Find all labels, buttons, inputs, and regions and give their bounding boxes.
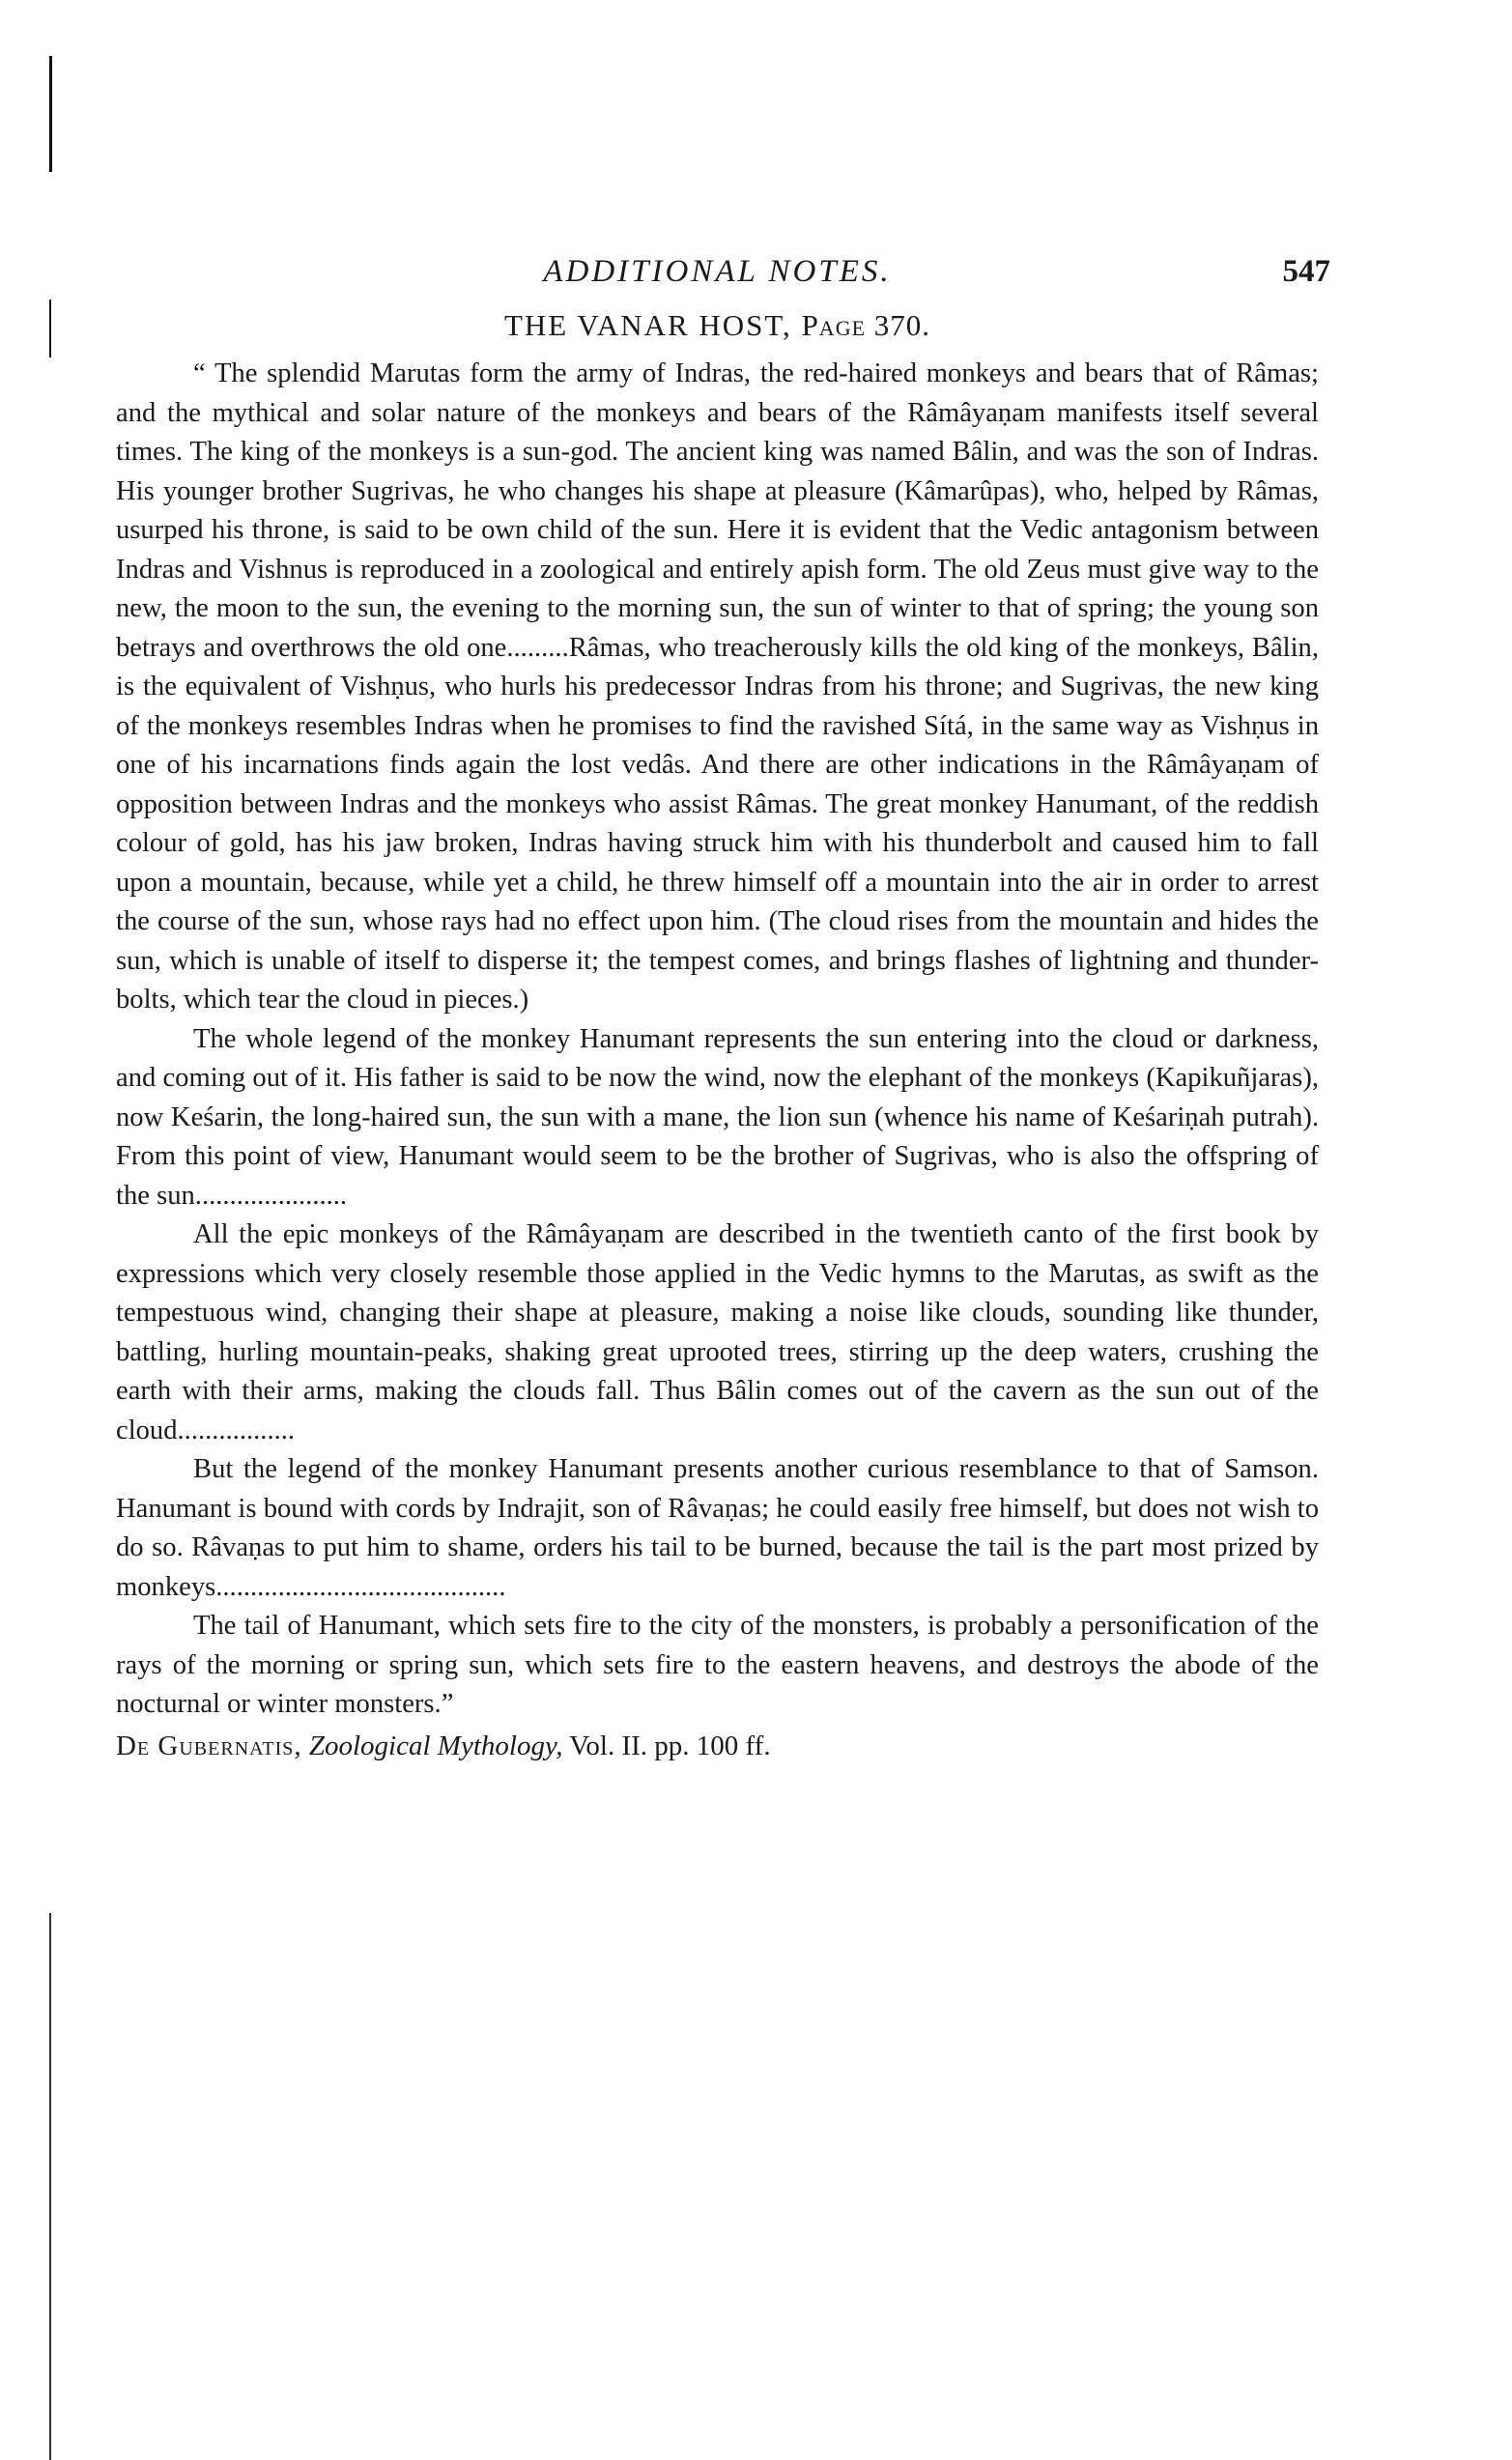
section-heading [116, 308, 1319, 343]
citation-author: De Gubernatis, [116, 1730, 302, 1761]
paragraph-5: The tail of Hanumant, which sets fire to the city of the monsters, is probably a personification of the rays of the morning or spring sun, which sets fire to the eastern heavens, and destroys the abode of the nocturnal or winter monsters.” [116, 1611, 1319, 1719]
margin-rule-middle [49, 300, 51, 358]
citation-details: Vol. II. pp. 100 ff. [569, 1730, 771, 1761]
citation [116, 1727, 1319, 1765]
running-head [116, 246, 1330, 304]
paragraph-1: “ The splendid Marutas form the army of Indras, the red-haired monkeys and bears that of Râmas; and the mythical and solar nature of the monkeys and bears of the Râmâyaṇam manifests itself several times. The king of the monkeys is a sun-god. The ancient king was named Bâlin, and was the son of Indras. His younger brother Sugrivas, he who changes his shape at pleasure (Kâmarûpas), who, helped by Râmas, usurped his throne, is said to be own child of the sun. Here it is evident that the Vedic antagonism between Indras and Vishnus is reproduced in a zoological and entirely apish form. The old Zeus must give way to the new, the moon to the sun, the evening to the morning sun, the sun of winter to that of spring; the young son betrays and overthrows the old one.........Râmas, who treacherously kills the old king of the monkeys, Bâlin, is the equivalent of Vishṇus, who hurls his predecessor Indras from his throne; and Sugrivas, the new king of the monkeys resembles Indras when he promises to find the ravished Sítá, in the same way as Vishṇus in one of his incarnations finds again the lost vedâs. And there are other indications in the Râmâyaṇam of opposition between Indras and the monkeys who assist Râmas. The great monkey Hanumant, of the reddish colour of gold, has his jaw broken, Indras having struck him with his thunderbolt and caused him to fall upon a mountain, because, while yet a child, he threw himself off a mountain into the air in order to arrest the course of the sun, whose rays had no effect upon him. (The cloud rises from the mountain and hides the sun, which is unable of itself to disperse it; the tempest comes, and brings flashes of lightning and thunder-bolts, which tear the cloud in pieces.) [116, 358, 1319, 1015]
section-title: THE VANAR HOST, [503, 308, 792, 342]
paragraph-2: The whole legend of the monkey Hanumant represents the sun entering into the cloud or darkness, and coming out of it. His father is said to be now the wind, now the elephant of the monkeys (Kapikuñjaras), now Keśarin, the long-haired sun, the sun with a mane, the lion sun (whence his name of Keśariṇah putrah). From this point of view, Hanumant would seem to be the brother of Sugrivas, who is also the offspring of the sun...................... [116, 1023, 1319, 1211]
margin-rule-bottom [49, 1913, 51, 2460]
paragraph-3: All the epic monkeys of the Râmâyaṇam are described in the twentieth canto of the first book by expressions which very closely resemble those applied in the Vedic hymns to the Marutas, as swift as the tempestuous wind, changing their shape at pleasure, making a noise like clouds, sounding like thunder, battling, hurling mountain-peaks, shaking great uprooted trees, stirring up the deep waters, crushing the earth with their arms, making the clouds fall. Thus Bâlin comes out of the cavern as the sun out of the cloud................. [116, 1219, 1319, 1445]
section-page-ref: Page 370. [801, 308, 931, 342]
margin-rule-top [49, 56, 52, 172]
running-title: ADDITIONAL NOTES. [543, 254, 892, 289]
page-number: 547 [1282, 254, 1330, 289]
paragraph-4: But the legend of the monkey Hanumant presents another curious resemblance to that of Samson. Hanumant is bound with cords by Indrajit, son of Râvaṇas; he could easily free himself, but does not wish to do so. Râvaṇas to put him to shame, orders his tail to be burned, because the tail is the part most prized by monkeys.......................................... [116, 1454, 1319, 1602]
book-page [116, 246, 1330, 1765]
citation-work: Zoological Mythology, [308, 1730, 563, 1761]
